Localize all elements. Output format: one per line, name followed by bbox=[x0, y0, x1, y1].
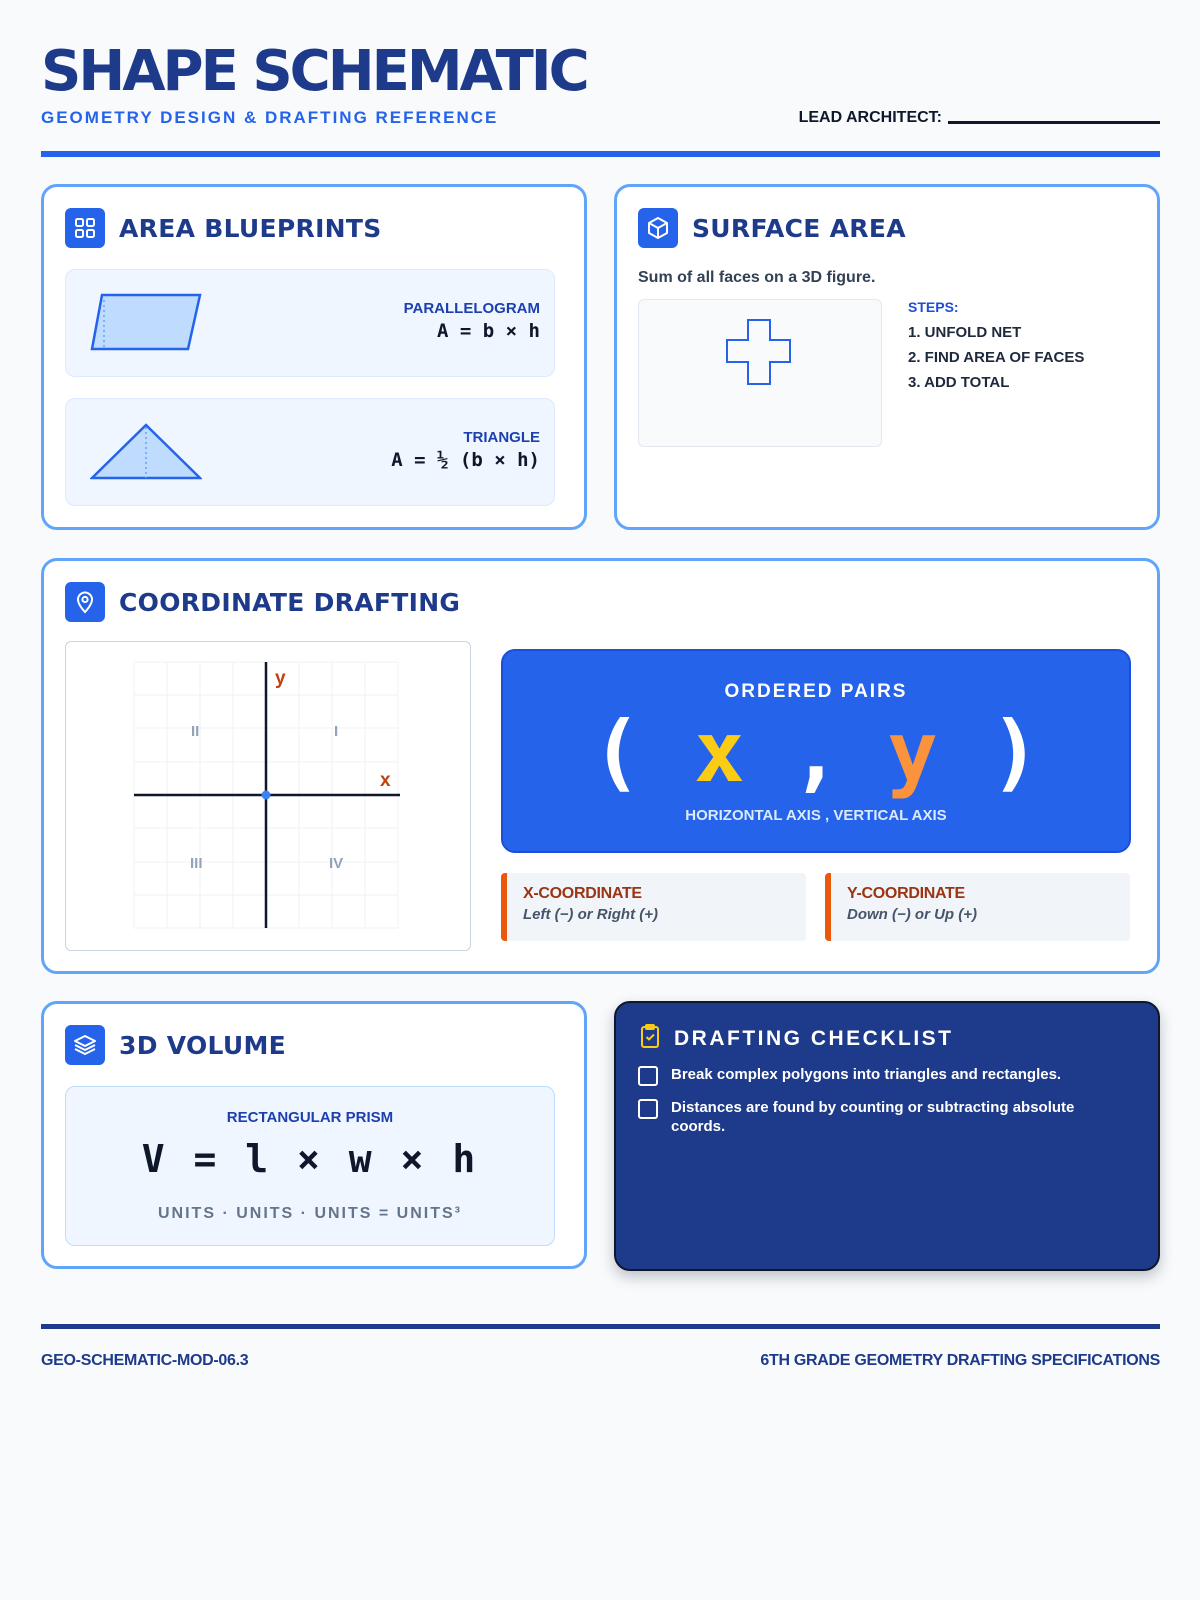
parallelogram-formula: A = b × h bbox=[437, 320, 540, 342]
quadrant-label: III bbox=[190, 855, 203, 872]
pair-comma: , bbox=[790, 703, 842, 801]
coordinate-plane bbox=[65, 641, 471, 951]
pair-y: y bbox=[887, 703, 938, 801]
layers-icon bbox=[65, 1025, 105, 1065]
area-blueprints-title: AREA BLUEPRINTS bbox=[119, 213, 382, 243]
footer-rule bbox=[41, 1324, 1160, 1329]
step-item: 2. FIND AREA OF FACES bbox=[908, 349, 1085, 366]
steps-label: STEPS: bbox=[908, 299, 959, 315]
volume-title: 3D VOLUME bbox=[119, 1030, 287, 1060]
checkbox[interactable] bbox=[638, 1066, 658, 1086]
checkbox[interactable] bbox=[638, 1099, 658, 1119]
volume-shape-label: RECTANGULAR PRISM bbox=[226, 1109, 394, 1126]
quadrant-label: II bbox=[191, 723, 200, 740]
checklist-item[interactable] bbox=[638, 1098, 1128, 1136]
quadrant-label: IV bbox=[329, 855, 344, 872]
clipboard-check-icon bbox=[638, 1023, 662, 1054]
surface-area-header bbox=[638, 208, 906, 248]
parallelogram-tile bbox=[65, 269, 555, 377]
ordered-pair-notation bbox=[503, 703, 1129, 801]
surface-area-description: Sum of all faces on a 3D figure. bbox=[638, 269, 876, 286]
location-pin-icon bbox=[65, 582, 105, 622]
triangle-label: TRIANGLE bbox=[463, 429, 540, 446]
x-coordinate-title: X-COORDINATE bbox=[523, 885, 642, 902]
area-blueprints-card bbox=[41, 184, 587, 530]
net-diagram bbox=[638, 299, 882, 447]
drafting-checklist-card bbox=[614, 1001, 1160, 1271]
volume-header bbox=[65, 1025, 286, 1065]
cube-net-shape bbox=[639, 300, 883, 448]
coordinate-drafting-title: COORDINATE DRAFTING bbox=[119, 587, 461, 617]
cube-icon bbox=[638, 208, 678, 248]
footer-code: GEO-SCHEMATIC-MOD-06.3 bbox=[41, 1352, 249, 1369]
parallelogram-label: PARALLELOGRAM bbox=[403, 300, 540, 317]
lead-architect-field bbox=[799, 109, 1160, 127]
quadrant-label: I bbox=[334, 723, 339, 740]
surface-area-title: SURFACE AREA bbox=[692, 213, 906, 243]
open-paren: ( bbox=[591, 703, 643, 801]
page-title: SHAPE SCHEMATIC bbox=[41, 39, 587, 104]
x-axis-label: x bbox=[380, 770, 391, 791]
triangle-shape bbox=[90, 421, 202, 481]
checklist-item-text: Break complex polygons into triangles and rectangles. bbox=[671, 1066, 1062, 1083]
checklist-header bbox=[638, 1023, 954, 1054]
step-item: 1. UNFOLD NET bbox=[908, 324, 1022, 341]
x-coordinate-tile bbox=[501, 873, 806, 941]
volume-units: UNITS · UNITS · UNITS = UNITS³ bbox=[158, 1205, 462, 1222]
parallelogram-shape bbox=[90, 292, 202, 352]
coordinate-drafting-card bbox=[41, 558, 1160, 974]
page-subtitle: GEOMETRY DESIGN & DRAFTING REFERENCE bbox=[41, 108, 499, 127]
close-paren: ) bbox=[989, 703, 1041, 801]
lead-architect-label: LEAD ARCHITECT: bbox=[798, 109, 942, 126]
y-axis-label: y bbox=[275, 668, 286, 689]
grid-icon bbox=[65, 208, 105, 248]
volume-card bbox=[41, 1001, 587, 1269]
checklist-item-text: Distances are found by counting or subtracting absolute coords. bbox=[671, 1099, 1075, 1135]
ordered-pairs-panel bbox=[501, 649, 1131, 853]
pair-x: x bbox=[694, 703, 745, 801]
ordered-pairs-title: ORDERED PAIRS bbox=[724, 681, 908, 702]
y-coordinate-tile bbox=[825, 873, 1130, 941]
step-item: 3. ADD TOTAL bbox=[908, 374, 1010, 391]
ordered-pairs-subtitle: HORIZONTAL AXIS , VERTICAL AXIS bbox=[685, 807, 947, 824]
y-coordinate-title: Y-COORDINATE bbox=[847, 885, 965, 902]
checklist-item[interactable] bbox=[638, 1065, 1128, 1086]
checklist-title: DRAFTING CHECKLIST bbox=[674, 1026, 954, 1050]
header bbox=[41, 40, 1160, 158]
triangle-formula: A = ½ (b × h) bbox=[391, 449, 540, 471]
coordinate-drafting-header bbox=[65, 582, 460, 622]
volume-formula-tile bbox=[65, 1086, 555, 1246]
surface-area-card bbox=[614, 184, 1160, 530]
coordinate-plane-svg bbox=[66, 642, 472, 952]
header-rule bbox=[41, 151, 1160, 157]
volume-formula: V = l × w × h bbox=[141, 1137, 479, 1181]
footer-specification: 6TH GRADE GEOMETRY DRAFTING SPECIFICATIONS bbox=[760, 1352, 1160, 1369]
x-coordinate-desc: Left (−) or Right (+) bbox=[523, 906, 658, 923]
lead-architect-blank bbox=[948, 121, 1160, 124]
triangle-tile bbox=[65, 398, 555, 506]
area-blueprints-header bbox=[65, 208, 382, 248]
y-coordinate-desc: Down (−) or Up (+) bbox=[847, 906, 977, 923]
steps-list bbox=[908, 299, 1084, 399]
